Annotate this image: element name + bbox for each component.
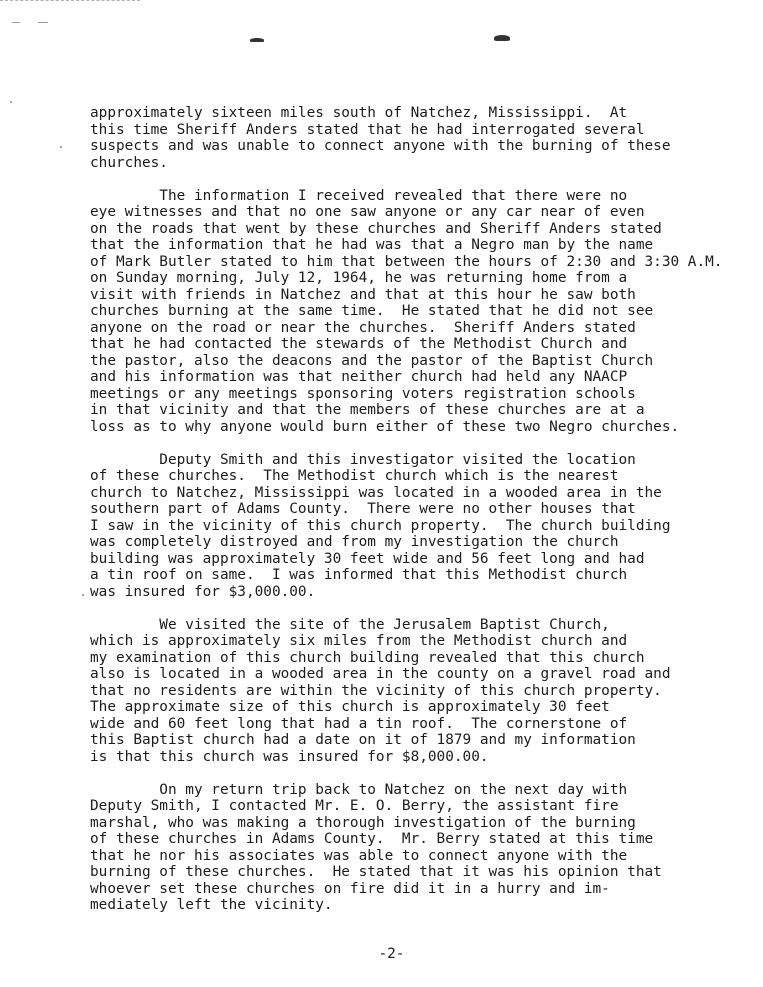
text-line: We visited the site of the Jerusalem Baptist Church, — [90, 616, 610, 633]
text-line: my examination of this church building revealed that this church — [90, 649, 645, 666]
text-line: mediately left the vicinity. — [90, 897, 333, 913]
text-line: that the information that he had was that a Negro man by the name — [90, 237, 654, 253]
text-line: this time Sheriff Anders stated that he had interrogated several — [90, 121, 645, 138]
text-line: On my return trip back to Natchez on the next day with — [90, 781, 628, 798]
paragraph-4 — [90, 617, 755, 766]
text-line: meetings or any meetings sponsoring voters registration schools — [90, 385, 636, 402]
text-line: loss as to why anyone would burn either of these two Negro churches. — [90, 418, 680, 435]
text-line: Deputy Smith, I contacted Mr. E. O. Berry, the assistant fire — [90, 798, 619, 814]
text-line: and his information was that neither church had held any NAACP — [90, 369, 628, 385]
text-line: church to Natchez, Mississippi was located in a wooded area in the — [90, 484, 662, 501]
text-line: marshal, who was making a thorough investigation of the burning — [90, 814, 636, 831]
text-line: churches. — [90, 154, 168, 171]
paragraph-5 — [90, 782, 755, 914]
text-line: of these churches in Adams County. Mr. Berry stated at this time — [90, 831, 654, 847]
text-line: anyone on the road or near the churches. Sheriff Anders stated — [90, 319, 636, 336]
text-line: was completely distroyed and from my investigation the church — [90, 534, 619, 550]
text-line: a tin roof on same. I was informed that this Methodist church — [90, 567, 628, 583]
scan-mark-left-1 — [12, 22, 20, 23]
text-line: is that this church was insured for $8,000.00. — [90, 748, 489, 765]
text-line: approximately sixteen miles south of Natchez, Mississippi. At — [90, 105, 628, 121]
text-line: whoever set these churches on fire did it in a hurry and im- — [90, 880, 610, 897]
text-line: that no residents are within the vicinity of this church property. — [90, 682, 662, 699]
text-line: in that vicinity and that the members of these churches are at a — [90, 402, 645, 418]
text-line: churches burning at the same time. He stated that he did not see — [90, 303, 654, 319]
scan-edge-dashes — [0, 0, 140, 1]
text-line: wide and 60 feet long that had a tin roof. The cornerstone of — [90, 715, 628, 732]
margin-speck-1 — [10, 101, 12, 103]
text-line: on Sunday morning, July 12, 1964, he was returning home from a — [90, 270, 628, 286]
text-line: the pastor, also the deacons and the pastor of the Baptist Church — [90, 352, 654, 369]
text-line: The information I received revealed that there were no — [90, 187, 628, 204]
scan-mark-left-2 — [38, 22, 48, 23]
text-line: burning of these churches. He stated that it was his opinion that — [90, 864, 662, 880]
margin-speck-2 — [60, 146, 62, 148]
text-line: building was approximately 30 feet wide and 56 feet long and had — [90, 550, 645, 567]
text-line: this Baptist church had a date on it of 1879 and my information — [90, 732, 636, 748]
page-number: -2- — [378, 946, 405, 962]
text-line: suspects and was unable to connect anyone with the burning of these — [90, 138, 671, 154]
text-line: southern part of Adams County. There were no other houses that — [90, 501, 636, 517]
text-line: Deputy Smith and this investigator visited the location — [90, 451, 636, 468]
text-line: which is approximately six miles from the Methodist church and — [90, 633, 628, 649]
text-line: eye witnesses and that no one saw anyone or any car near of even — [90, 204, 645, 220]
text-line: that he nor his associates was able to connect anyone with the — [90, 847, 628, 864]
paragraph-1 — [90, 105, 755, 171]
text-line: of these churches. The Methodist church which is the nearest — [90, 468, 619, 484]
text-line: I saw in the vicinity of this church property. The church building — [90, 517, 671, 534]
text-line: The approximate size of this church is approximately 30 feet — [90, 699, 610, 715]
letter-body — [90, 105, 755, 930]
paragraph-2 — [90, 188, 755, 436]
text-line: also is located in a wooded area in the county on a gravel road and — [90, 666, 671, 682]
margin-speck-3 — [82, 594, 84, 596]
scan-smudge-2 — [494, 35, 510, 41]
scan-smudge-1 — [250, 38, 264, 42]
text-line: on the roads that went by these churches and Sheriff Anders stated — [90, 220, 662, 237]
text-line: of Mark Butler stated to him that between the hours of 2:30 and 3:30 A.M. — [90, 253, 723, 270]
text-line: visit with friends in Natchez and that at this hour he saw both — [90, 286, 636, 303]
text-line: that he had contacted the stewards of the Methodist Church and — [90, 336, 628, 352]
text-line: was insured for $3,000.00. — [90, 583, 316, 600]
paragraph-3 — [90, 452, 755, 601]
